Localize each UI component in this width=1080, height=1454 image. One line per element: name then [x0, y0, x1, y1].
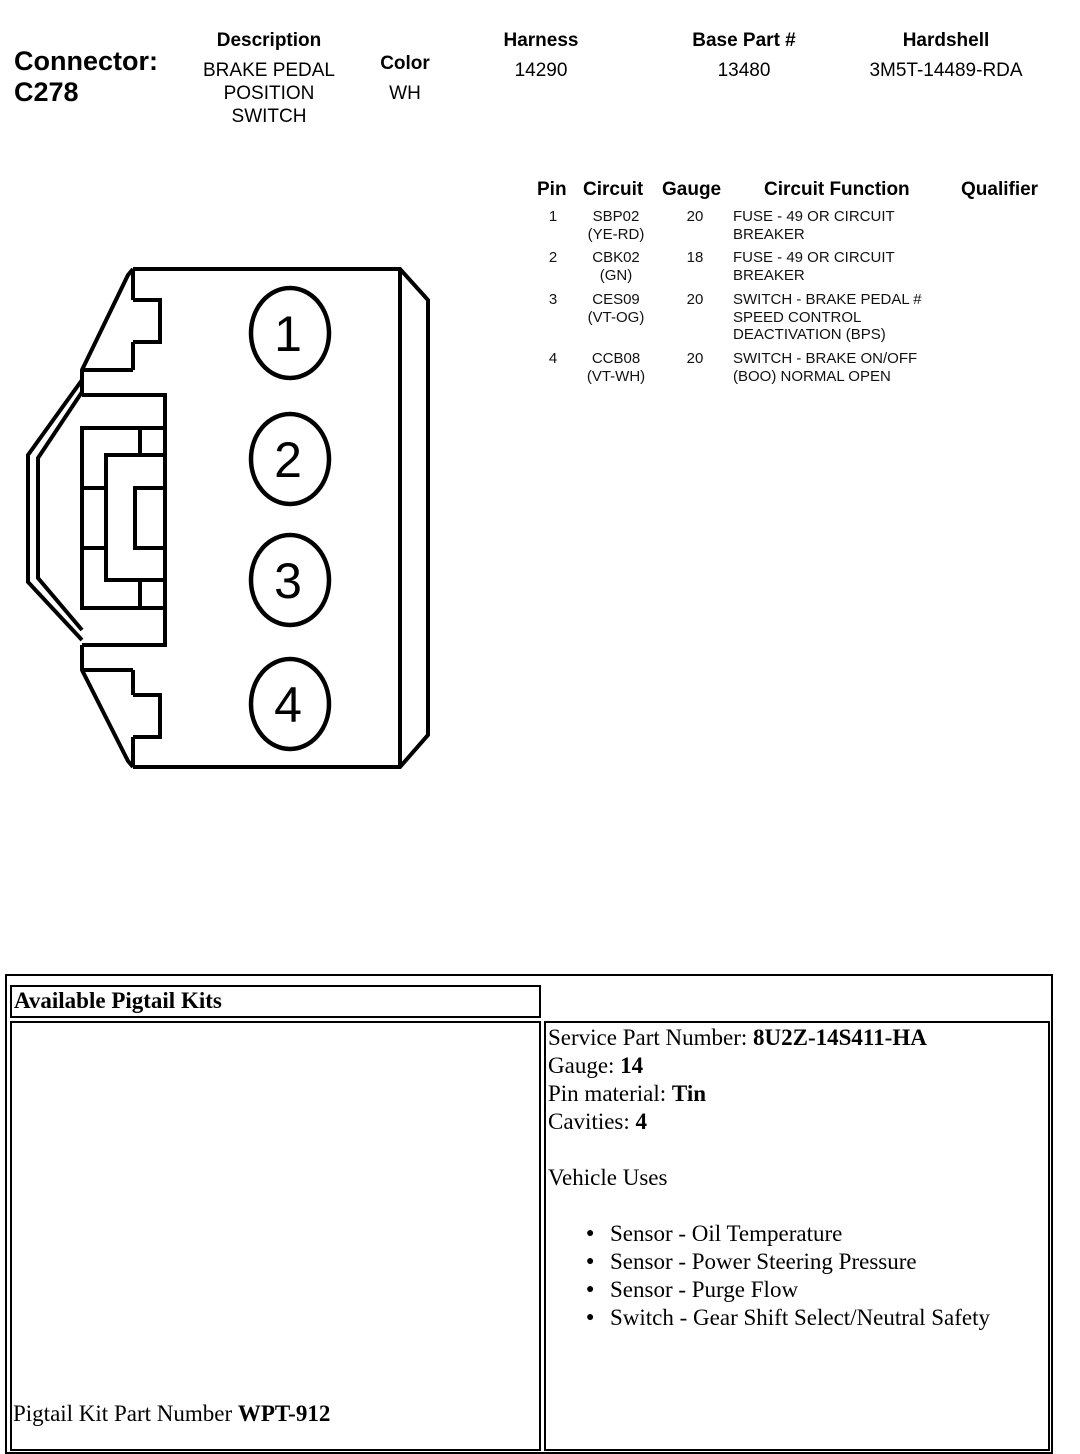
circuit-code: CCB08: [591, 350, 641, 367]
pin-2-label: 2: [274, 432, 302, 488]
service-part-row: [548, 1024, 1043, 1052]
description-label: Description: [216, 30, 322, 51]
row-gauge: 20: [686, 291, 704, 308]
function-line: BREAKER: [733, 225, 805, 243]
circuit-header: Circuit: [583, 179, 644, 200]
base-part-value: 13480: [717, 60, 771, 81]
gauge-value: 14: [620, 1053, 644, 1078]
circuit-code: CBK02: [592, 249, 640, 266]
pigtail-kit-cell: [10, 1021, 541, 1451]
pin-4-label: 4: [274, 677, 302, 733]
top-notch: [133, 300, 160, 342]
circuit-function-header: Circuit Function: [764, 179, 910, 200]
list-item: ● Sensor - Purge Flow: [548, 1276, 1043, 1304]
connector-id: C278: [14, 77, 79, 107]
circuit-color: (VT-OG): [587, 308, 645, 326]
list-item: ● Sensor - Oil Temperature: [548, 1220, 1043, 1248]
pin-material-value: Tin: [671, 1081, 707, 1106]
pin-3-label: 3: [274, 553, 302, 609]
pigtail-title: Available Pigtail Kits: [14, 988, 222, 1013]
circuit-color: (YE-RD): [587, 225, 645, 243]
pin-header: Pin: [537, 179, 567, 200]
row-circuit: [570, 208, 662, 243]
bottom-latch-outline: [82, 645, 133, 767]
row-pin: 4: [548, 350, 558, 367]
service-part-label: Service Part Number:: [548, 1025, 754, 1050]
top-latch-outline: [82, 269, 133, 395]
pigtail-kit-number: [13, 1400, 330, 1428]
hardshell-label: Hardshell: [902, 30, 990, 51]
cavities-row: [548, 1108, 1043, 1136]
row-gauge: 18: [686, 249, 704, 266]
connector-label: Connector:: [14, 46, 158, 76]
harness-column: [480, 30, 602, 82]
vehicle-uses-list: [548, 1220, 1043, 1332]
row-circuit: [570, 350, 662, 385]
row-circuit: [570, 291, 662, 326]
function-line: BREAKER: [733, 266, 805, 284]
row-pin: 1: [548, 208, 558, 225]
function-line: DEACTIVATION (BPS): [733, 326, 886, 343]
harness-label: Harness: [503, 30, 579, 51]
gauge-header: Gauge: [662, 179, 722, 200]
circuit-code: SBP02: [592, 208, 640, 225]
connector-diagram: [0, 0, 450, 800]
lock-ramp-inner: [38, 392, 82, 630]
row-gauge: 20: [686, 350, 704, 367]
pin-material-row: [548, 1080, 1043, 1108]
description-line: POSITION: [223, 83, 315, 104]
function-line: SWITCH - BRAKE PEDAL #: [733, 291, 922, 308]
function-line: (BOO) NORMAL OPEN: [733, 367, 891, 385]
row-function: [733, 350, 963, 385]
function-line: SPEED CONTROL: [733, 308, 862, 326]
harness-value: 14290: [514, 60, 568, 81]
gauge-label: Gauge:: [548, 1053, 621, 1078]
kit-number-value: WPT-912: [237, 1401, 331, 1426]
list-item: ● Sensor - Power Steering Pressure: [548, 1248, 1043, 1276]
cavities-value: 4: [635, 1109, 648, 1134]
color-value: WH: [389, 83, 421, 104]
pin-material-label: Pin material:: [548, 1081, 672, 1106]
bottom-notch: [133, 695, 160, 737]
base-part-column: [670, 30, 818, 82]
list-item: ● Switch - Gear Shift Select/Neutral Safety: [548, 1304, 1043, 1332]
row-gauge: 20: [686, 208, 704, 225]
base-part-label: Base Part #: [692, 30, 796, 51]
cavities-label: Cavities:: [548, 1109, 636, 1134]
circuit-code: CES09: [592, 291, 640, 308]
function-line: SWITCH - BRAKE ON/OFF: [733, 350, 918, 367]
function-line: FUSE - 49 OR CIRCUIT: [733, 249, 895, 266]
gauge-row: [548, 1052, 1043, 1080]
row-function: [733, 249, 963, 284]
circuit-color: (VT-WH): [586, 367, 646, 385]
qualifier-header: Qualifier: [961, 179, 1039, 200]
function-line: FUSE - 49 OR CIRCUIT: [733, 208, 895, 225]
hardshell-value: 3M5T-14489-RDA: [869, 60, 1023, 81]
color-label: Color: [380, 53, 430, 74]
description-line: SWITCH: [231, 106, 307, 127]
vehicle-uses-label: Vehicle Uses: [548, 1165, 668, 1190]
service-part-value: 8U2Z-14S411-HA: [753, 1025, 927, 1050]
row-function: [733, 291, 963, 344]
row-function: [733, 208, 963, 243]
kit-number-label: Pigtail Kit Part Number: [13, 1401, 238, 1426]
row-pin: 2: [548, 249, 558, 266]
circuit-color: (GN): [599, 266, 633, 284]
row-circuit: [570, 249, 662, 284]
pigtail-specs: [548, 1024, 1043, 1332]
hardshell-column: [850, 30, 1042, 82]
row-pin: 3: [548, 291, 558, 308]
pin-1-label: 1: [274, 306, 302, 362]
description-line: BRAKE PEDAL: [203, 60, 335, 81]
